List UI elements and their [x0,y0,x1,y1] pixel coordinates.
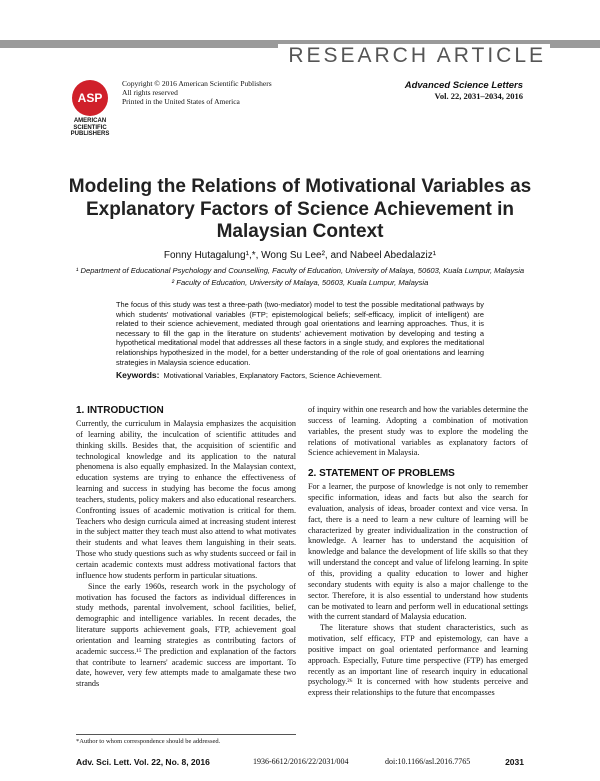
section-1-paragraph-2-continued: of inquiry within one research and how the variables determine the success of learning. Adopting a combination of motivation variables, the present study was to explore the modeling the relations of motivational variables as explanatory factors of Science achievement in Malaysia. [308,405,528,458]
footer-doi: doi:10.1166/asl.2016.7765 [385,757,471,766]
keywords [116,370,484,380]
page-footer [76,757,524,769]
journal-volume: Vol. 22, 2031–2034, 2016 [434,91,523,101]
affiliation-2: ² Faculty of Education, University of Malaya, 50603, Kuala Lumpur, Malaysia [171,278,429,287]
journal-info [405,80,523,102]
keywords-label: Keywords: [116,370,160,380]
copyright-block [122,79,272,106]
page-number: 2031 [505,757,524,767]
section-1-paragraph-2: Since the early 1960s, research work in the psychology of motivation has focused the factors as individual differences in study methods, parental involvement, school facilities, belief, demographic and intelligence variables. In recent decades, the literature supports achievement goals, FTP, achievement goal orientation and learning strategies as contributing factors of academic success.¹⁵ The prediction and explanation of the factors that contribute to learners' academic success are important. To date, however, very few attempts made to amalgamate these two strands [76,581,296,689]
footnote: *Author to whom correspondence should be addressed. [76,734,296,745]
rights-line: All rights reserved [122,88,178,97]
left-column [76,405,296,690]
right-column [308,405,528,699]
printed-line: Printed in the United States of America [122,97,240,106]
abstract: The focus of this study was test a three-path (two-mediator) model to test the possible meditational pathways by which students' motivational variables (FTP; epistemological beliefs; self-efficacy, implicit of intelligent) are related to their science achievement, mediated through goal orientations and learning approaches. Thus, it is necessary to fill the gap in the literature on students' achievement motivation by developing and testing a hypothetical meditational model that addresses all these factors in a single study, and explores the meditational relationships hypothesized in the model, for a better understanding of the role of goal orientations and learning strategies in Malaysia science education. [116,300,484,367]
paper-title: Modeling the Relations of Motivational Variables as Explanatory Factors of Science Achievement in Malaysian Context [68,176,532,242]
footer-citation: Adv. Sci. Lett. Vol. 22, No. 8, 2016 [76,757,210,767]
keywords-text: Motivational Variables, Explanatory Factors, Science Achievement. [163,371,382,380]
journal-name: Advanced Science Letters [404,80,523,91]
section-2-heading: 2. STATEMENT OF PROBLEMS [308,468,455,480]
affiliation-1: ¹ Department of Educational Psychology and Counselling, Faculty of Education, University of Malaya, 50603, Kuala Lumpur, Malaysia [75,266,525,275]
copyright-line: Copyright © 2016 American Scientific Publishers [122,79,272,88]
footer-issn: 1936-6612/2016/22/2031/004 [253,757,349,766]
section-1-paragraph-1: Currently, the curriculum in Malaysia emphasizes the acquisition of learning ability, the inculcation of scientific attitudes and thinking skills. Besides that, the acquisition of scientific and technological knowledge and its application to the natural phenomena is also equally emphasized. In the Malaysian context, education systems are trying to enhance the effectiveness of learning and success in studying has become the focus among teachers, students, policy makers and also educational researchers. Confronting issues of academic motivation is critical for them. Teachers who design curricula aimed at increasing student interest in the subject matter they teach must also attend to what motivates their students and what leaves them languishing in their seats. Those who study questions such as why students succeed or fail in certain academic contexts must address motivational factors that influence how students perform in particular situations. [76,419,296,580]
section-2-paragraph-2: The literature shows that student characteristics, such as motivation, self efficacy, FTP and epistemology, can have a positive impact on goal orientated performance and learning approach. Especially, Future time perspective (FTP) has emerged recently as an important line of research inquiry in educational psychology.²⁶ It is concerned with how students perceive and express their relationships to the future that encompasses [308,623,528,698]
header-band [0,0,600,72]
article-type-label: RESEARCH ARTICLE [278,44,550,68]
author-list: Fonny Hutagalung¹,*, Wong Su Lee², and Nabeel Abedalaziz¹ [163,250,437,261]
asp-logo-mark: ASP [72,80,108,116]
publisher-name: AMERICAN SCIENTIFIC PUBLISHERS [70,118,110,137]
section-1-heading: 1. INTRODUCTION [76,405,164,416]
publisher-logo [64,80,116,138]
section-2-paragraph-1: For a learner, the purpose of knowledge is not only to remember specific information, ideas and facts but also the search for evaluation, analysis of ideas, broader context and vice versa. In fact, there is a need to learn a new culture of learning will be characterized by greater individualization in the construction of knowledge. A learner has to understand the acquisition of knowledge and balance the development of life skills so that they will understand the concept and value of lifelong learning. In spite of this, providing a quality education to lower and higher secondary students with equity is also a major challenge to the sector. Therefore, it is also essential to understand how students can be motivated to learn and perform well in educational settings with the current standard of Malaysia education. [308,482,528,622]
